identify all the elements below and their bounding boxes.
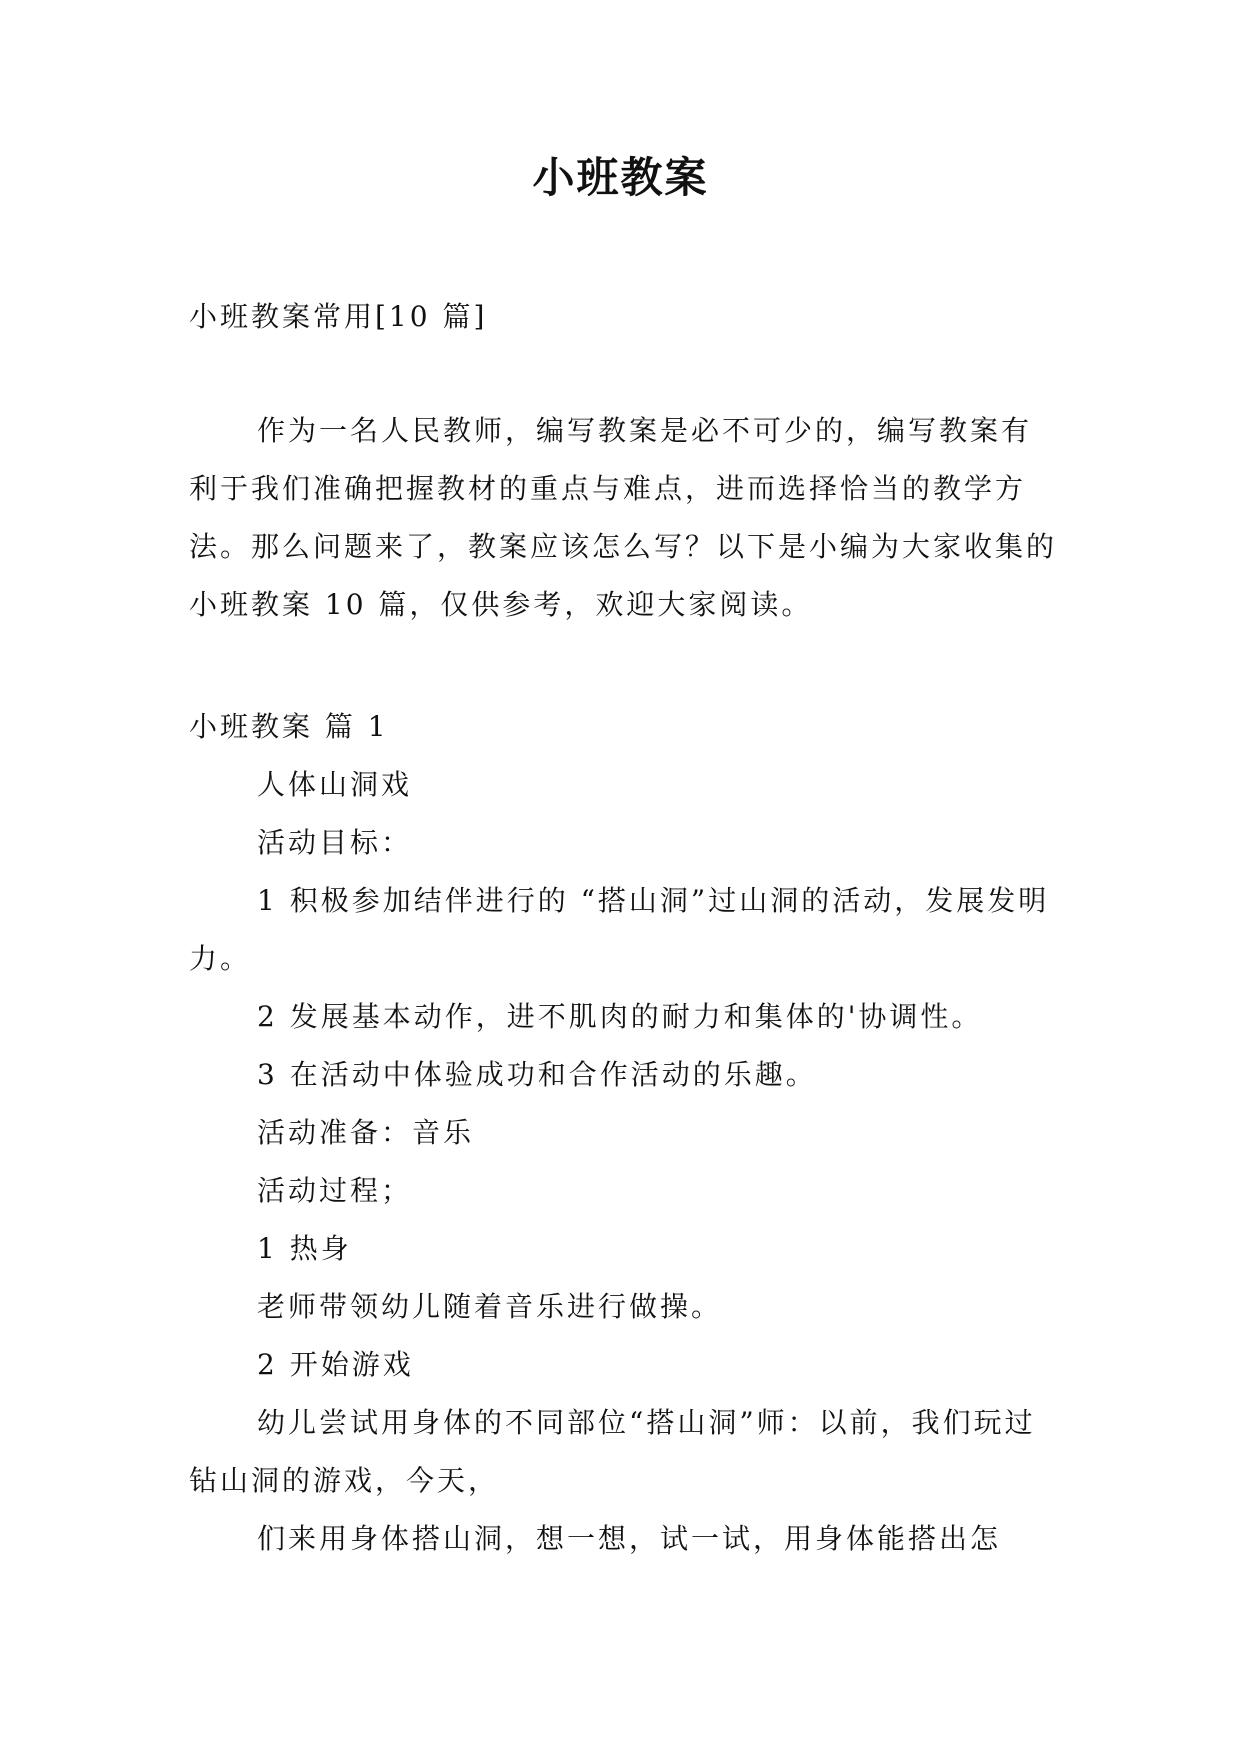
process-detail: 幼儿尝试用身体的不同部位“搭山洞”师：以前，我们玩过钻山洞的游戏，今天，: [189, 1406, 1036, 1497]
activity-title: 人体山洞戏: [257, 768, 413, 801]
document-title: 小班教案: [532, 153, 709, 202]
goal-item: 2 发展基本动作，进不肌肉的耐力和集体的'协调性。: [257, 1000, 983, 1033]
goal-item: 1 积极参加结伴进行的 “搭山洞”过山洞的活动，发展发明力。: [189, 884, 1050, 975]
goal-item: 3 在活动中体验成功和合作活动的乐趣。: [257, 1058, 817, 1091]
process-detail: 老师带领幼儿随着音乐进行做操。: [257, 1290, 723, 1323]
section-label-goals: 活动目标：: [257, 826, 413, 859]
section-label-process: 活动过程；: [257, 1174, 413, 1207]
process-step: 2 开始游戏: [257, 1348, 414, 1381]
document-subtitle: 小班教案常用[10 篇]: [189, 300, 488, 333]
section-label-preparation: 活动准备：音乐: [257, 1116, 475, 1149]
article-body: [189, 756, 1059, 1568]
article-heading: 小班教案 篇 1: [189, 710, 389, 743]
process-detail: 们来用身体搭山洞，想一想，试一试，用身体能搭出怎: [257, 1522, 1002, 1555]
intro-paragraph: 作为一名人民教师，编写教案是必不可少的，编写教案有利于我们准确把握教材的重点与难点，进而选择恰当的教学方法。那么问题来了，教案应该怎么写？以下是小编为大家收集的小班教案 10 篇，仅供参考，欢迎大家阅读。: [189, 414, 1058, 621]
process-step: 1 热身: [257, 1232, 352, 1265]
